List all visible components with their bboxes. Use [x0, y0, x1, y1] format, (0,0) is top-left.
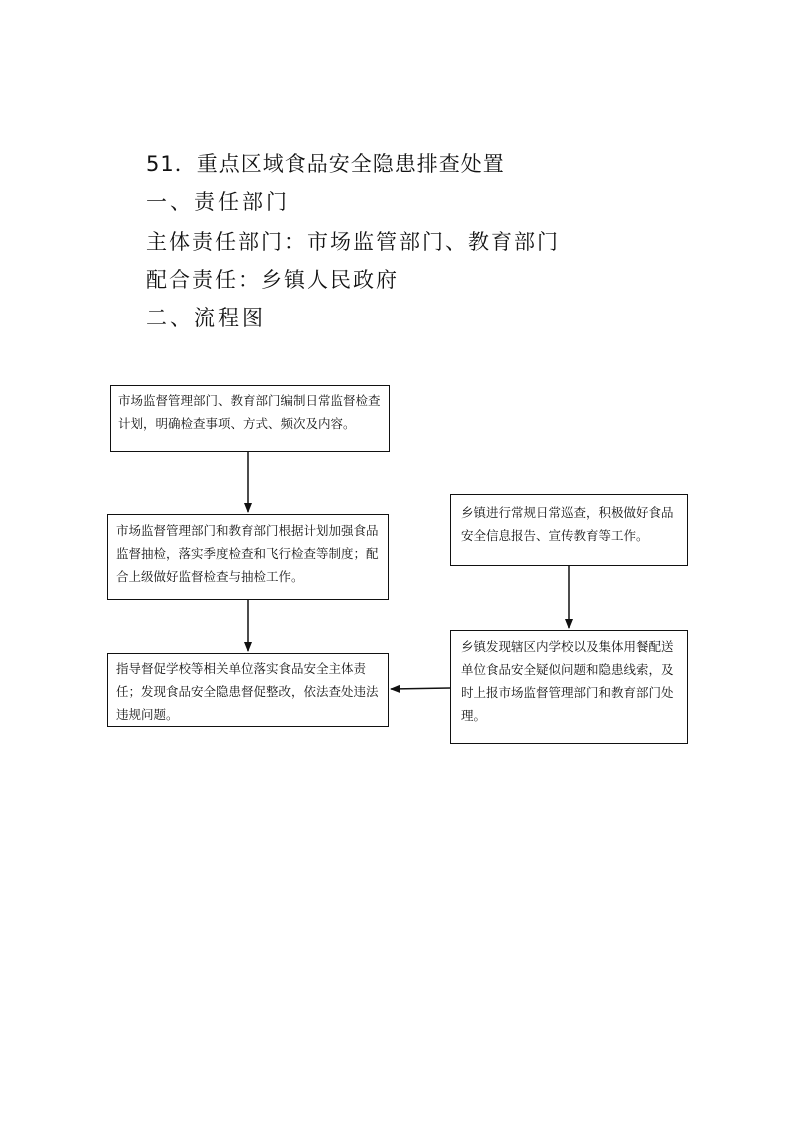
flow-box-township-patrol: [450, 494, 688, 566]
flow-box-supervision-sampling: [107, 514, 389, 600]
support-department-line: 配合责任：乡镇人民政府: [146, 268, 399, 292]
flow-box-inspection-plan: [110, 385, 390, 452]
arrow-report-to-rectify: [391, 688, 450, 689]
document-title: 51．重点区域食品安全隐患排查处置: [146, 152, 505, 176]
flow-box-inspection-plan-text: 市场监督管理部门、教育部门编制日常监督检查计划，明确检查事项、方式、频次及内容。: [118, 393, 381, 431]
flow-box-rectification: [107, 653, 389, 727]
flow-box-township-patrol-text: 乡镇进行常规日常巡查，积极做好食品安全信息报告、宣传教育等工作。: [461, 505, 674, 543]
flow-box-township-report: [450, 630, 688, 744]
lead-department-line: 主体责任部门：市场监管部门、教育部门: [146, 230, 560, 254]
flow-box-supervision-sampling-text: 市场监督管理部门和教育部门根据计划加强食品监督抽检，落实季度检查和飞行检查等制度；配合上级做好监督检查与抽检工作。: [116, 523, 379, 584]
flow-box-township-report-text: 乡镇发现辖区内学校以及集体用餐配送单位食品安全疑似问题和隐患线索，及时上报市场监督管理部门和教育部门处理。: [461, 639, 674, 723]
section-heading-flowchart: 二、流程图: [146, 306, 266, 330]
flow-box-rectification-text: 指导督促学校等相关单位落实食品安全主体责任；发现食品安全隐患督促整改，依法查处违法违规问题。: [116, 661, 379, 722]
section-heading-responsibility: 一、责任部门: [146, 190, 290, 214]
